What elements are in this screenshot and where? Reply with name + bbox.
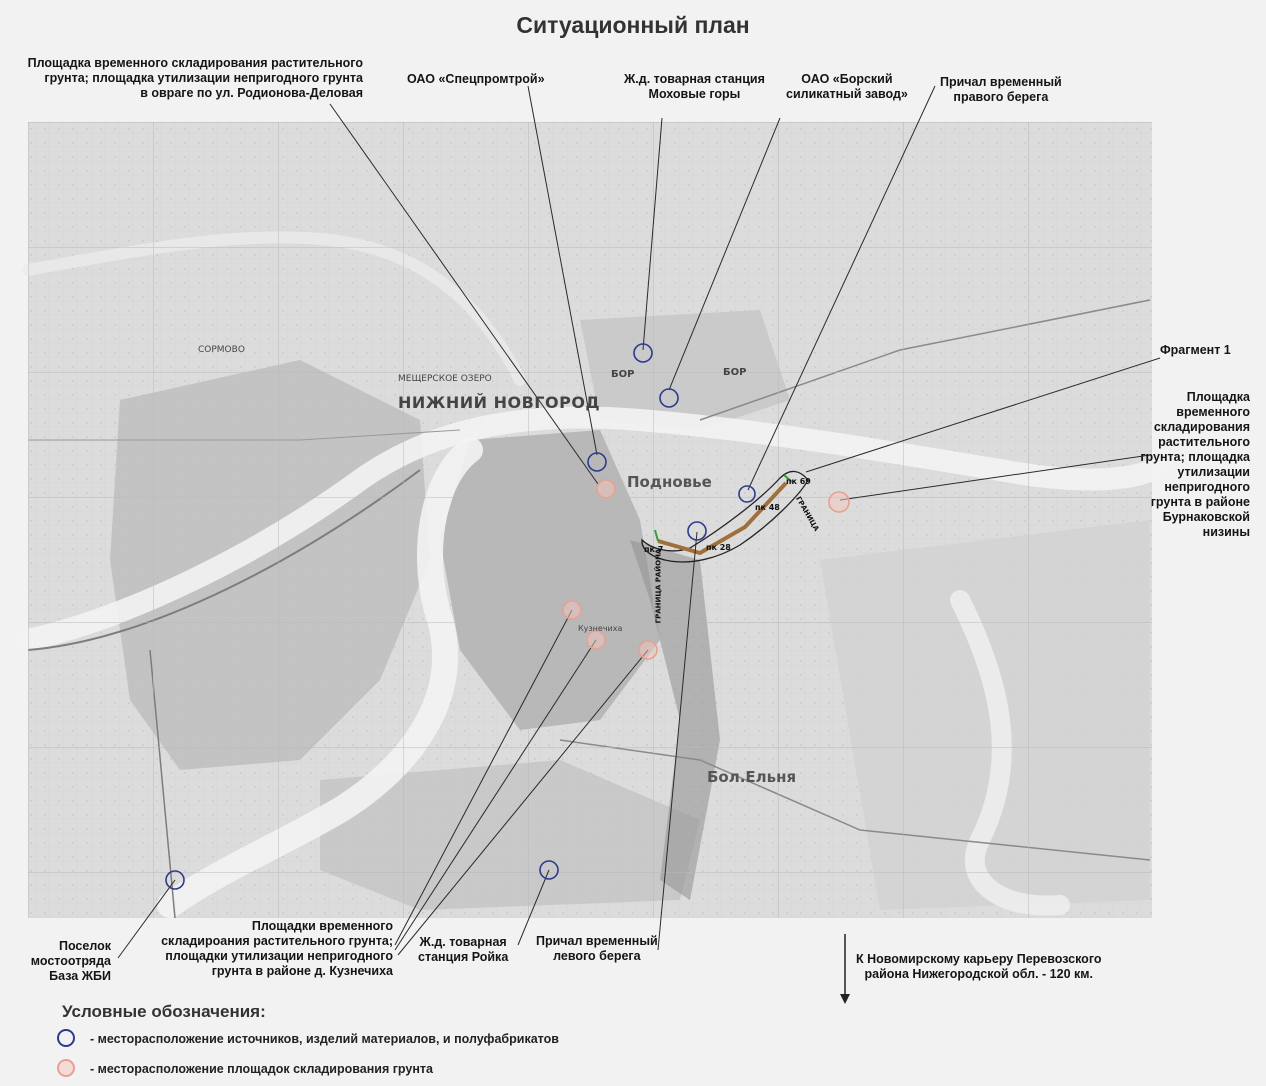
callout-prichal-right-line: Причал временный	[940, 75, 1062, 89]
callout-burnakovo-line: непригодного	[1164, 480, 1250, 494]
storage-marker-burnakovo	[829, 492, 849, 512]
callout-poselok-line: мостоотряда	[30, 954, 111, 968]
callout-fragment: Фрагмент 1	[1160, 343, 1231, 357]
map-label-pk7: пк 7	[644, 545, 664, 554]
storage-marker-kuznechiha-2	[587, 631, 605, 649]
arrow-head	[840, 994, 850, 1004]
callout-burnakovo-line: низины	[1202, 525, 1250, 539]
legend-storage-text: - месторасположение площадок складирования грунта	[90, 1062, 433, 1076]
callout-kuznechiha-line: складироания растительного грунта;	[161, 934, 393, 948]
callout-vrazhek-line: в овраге по ул. Родионова-Деловая	[140, 86, 363, 100]
legend-title: Условные обозначения:	[62, 1002, 266, 1021]
callout-burnakovo-line: временного	[1176, 405, 1250, 419]
storage-marker-kuznechiha-3	[639, 641, 657, 659]
map-label-city: НИЖНИЙ НОВГОРОД	[398, 393, 601, 412]
callout-burnakovo-line: растительного	[1158, 435, 1250, 449]
map-label-kuznechiha: Кузнечиха	[578, 624, 623, 633]
callout-vrazhek-line: Площадка временного складирования растительного	[27, 56, 363, 70]
callout-novomirsky-line: района Нижегородской обл. - 120 км.	[864, 967, 1093, 981]
callout-burnakovo-line: складирования	[1153, 420, 1250, 434]
callout-burnakovo-line: утилизации	[1177, 465, 1250, 479]
callout-royka-line: станция Ройка	[418, 950, 509, 964]
callout-vrazhek-line: грунта; площадка утилизации непригодного грунта	[44, 71, 363, 85]
callout-burnakovo-line: грунта; площадка	[1140, 450, 1250, 464]
callout-burnakovo	[1140, 390, 1250, 540]
callout-borsky-line: ОАО «Борский	[801, 72, 893, 86]
callout-poselok-line: Поселок	[58, 939, 111, 953]
callout-specpromtroy: ОАО «Спецпромтрой»	[407, 72, 545, 86]
callout-burnakovo-line: грунта в районе	[1150, 495, 1250, 509]
map-label-sormovo: СОРМОВО	[198, 345, 245, 355]
map-label-bol-elnya: Бол.Ельня	[707, 768, 797, 786]
map-label-bor-1: БОР	[611, 369, 635, 380]
legend-source-text: - месторасположение источников, изделий материалов, и полуфабрикатов	[90, 1032, 559, 1046]
callout-mohovye-line: Моховые горы	[648, 87, 741, 101]
callout-kuznechiha-line: грунта в районе д. Кузнечиха	[211, 964, 393, 978]
callout-poselok-line: База ЖБИ	[49, 969, 111, 983]
callout-burnakovo-line: Бурнаковской	[1162, 510, 1250, 524]
storage-marker-podnovye	[597, 480, 615, 498]
callout-prichal-right-line: правого берега	[953, 90, 1049, 104]
map-label-pk28: пк 28	[706, 543, 731, 552]
callout-mohovye	[624, 72, 765, 102]
page-title: Ситуационный план	[516, 12, 750, 38]
callout-kuznechiha-line: Площадки временного	[251, 919, 393, 933]
callout-kuznechiha	[161, 919, 393, 979]
callout-prichal-left-line: левого берега	[553, 949, 641, 963]
legend-source-marker	[57, 1029, 75, 1047]
legend-storage-marker	[57, 1059, 75, 1077]
callout-prichal-left	[536, 934, 658, 964]
callout-royka	[418, 935, 508, 965]
map-label-boundary-1: ГРАНИЦА РАЙОНА	[654, 548, 663, 624]
callout-prichal-right	[940, 75, 1062, 105]
map-label-pk48: пк 48	[755, 503, 780, 512]
callout-mohovye-line: Ж.д. товарная станция	[624, 72, 765, 86]
callout-borsky	[786, 72, 908, 102]
callout-vrazhek	[28, 56, 363, 101]
callout-kuznechiha-line: площадки утилизации непригодного	[165, 949, 393, 963]
callout-novomirsky-line: К Новомирскому карьеру Перевозского	[856, 952, 1102, 966]
map-label-bor-2: БОР	[723, 367, 747, 378]
callout-royka-line: Ж.д. товарная	[419, 935, 507, 949]
map-label-boundary-2: ГРАНИЦА	[794, 495, 821, 533]
callout-borsky-line: силикатный завод»	[786, 87, 908, 101]
map-label-pk69: пк 69	[786, 477, 811, 486]
callout-prichal-left-line: Причал временный	[536, 934, 658, 948]
map-label-lake: МЕЩЕРСКОЕ ОЗЕРО	[398, 374, 492, 384]
callout-novomirsky	[856, 952, 1102, 982]
callout-burnakovo-line: Площадка	[1186, 390, 1250, 404]
map-label-podnovye: Подновье	[627, 473, 712, 491]
callout-poselok	[31, 939, 111, 984]
storage-marker-kuznechiha-1	[563, 601, 581, 619]
